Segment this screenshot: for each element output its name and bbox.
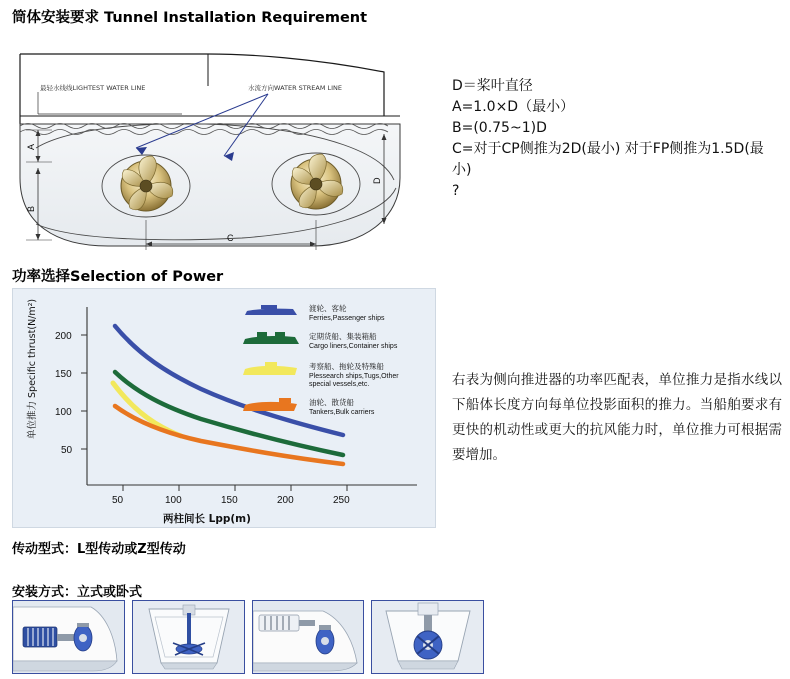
installation-photo-strip [12, 600, 484, 674]
formula-a: A=1.0×D（最小） [452, 99, 575, 115]
xtick-200: 200 [277, 495, 294, 506]
svg-text:定期货船、集装箱船: 定期货船、集装箱船 [309, 332, 377, 341]
label-dim-c: C [227, 233, 234, 243]
label-water-stream-line: 水流方向WATER STREAM LINE [248, 84, 343, 92]
svg-text:Cargo liners,Container ships: Cargo liners,Container ships [309, 343, 398, 350]
svg-text:油轮、散货船: 油轮、散货船 [309, 398, 354, 407]
tunnel-installation-diagram [12, 28, 436, 253]
label-dim-a: A [26, 143, 36, 150]
mounting-type-line: 安装方式：立式或卧式 [12, 585, 143, 600]
y-axis-label: 单位推力 Specific thrust(N/m²) [27, 298, 38, 439]
xtick-100: 100 [165, 495, 182, 506]
label-dim-d: D [372, 177, 382, 184]
svg-text:考察船、拖轮及特殊船: 考察船、拖轮及特殊船 [309, 362, 384, 371]
thumbnail-vertical-shaft[interactable] [132, 600, 245, 674]
formula-c: C=对于CP侧推为2D(最小) 对于FP侧推为1.5D(最小) [452, 141, 764, 178]
svg-text:Ferries,Passenger ships: Ferries,Passenger ships [309, 315, 385, 322]
formula-extra: ? [452, 183, 460, 199]
section-title-tunnel: 筒体安装要求 Tunnel Installation Requirement [12, 10, 368, 26]
power-note-paragraph: 右表为侧向推进器的功率匹配表，单位推力是指水线以下船体长度方向每单位投影面积的推力。当船舶要求有更快的机动性或更大的抗风能力时，单位推力可根据需要增加。 [452, 372, 782, 463]
ytick-150: 150 [55, 369, 72, 380]
svg-text:渡轮、客轮: 渡轮、客轮 [309, 304, 347, 313]
ytick-100: 100 [55, 407, 72, 418]
formula-d: D＝桨叶直径 [452, 78, 533, 94]
x-axis-label: 两柱间长 Lpp(m) [163, 513, 251, 525]
formula-b: B=(0.75~1)D [452, 120, 547, 136]
ytick-200: 200 [55, 331, 72, 342]
xtick-50: 50 [112, 495, 124, 506]
xtick-250: 250 [333, 495, 350, 506]
label-lightest-water-line: 最轻水线线LIGHTEST WATER LINE [40, 84, 146, 92]
section-title-power: 功率选择Selection of Power [12, 269, 224, 285]
thumbnail-horizontal-l-drive[interactable] [12, 600, 125, 674]
drive-type-line: 传动型式：L型传动或Z型传动 [12, 542, 186, 557]
thumbnail-vertical-compact[interactable] [371, 600, 484, 674]
ytick-50: 50 [61, 445, 73, 456]
svg-text:Plessearch ships,Tugs,Other: Plessearch ships,Tugs,Other [309, 373, 399, 380]
svg-text:Tankers,Bulk carriers: Tankers,Bulk carriers [309, 409, 375, 416]
thumbnail-horizontal-engine[interactable] [252, 600, 365, 674]
formula-list [452, 76, 777, 202]
xtick-150: 150 [221, 495, 238, 506]
specific-thrust-chart [12, 288, 436, 528]
svg-text:special vessels,etc.: special vessels,etc. [309, 381, 370, 388]
label-dim-b: B [26, 205, 36, 212]
